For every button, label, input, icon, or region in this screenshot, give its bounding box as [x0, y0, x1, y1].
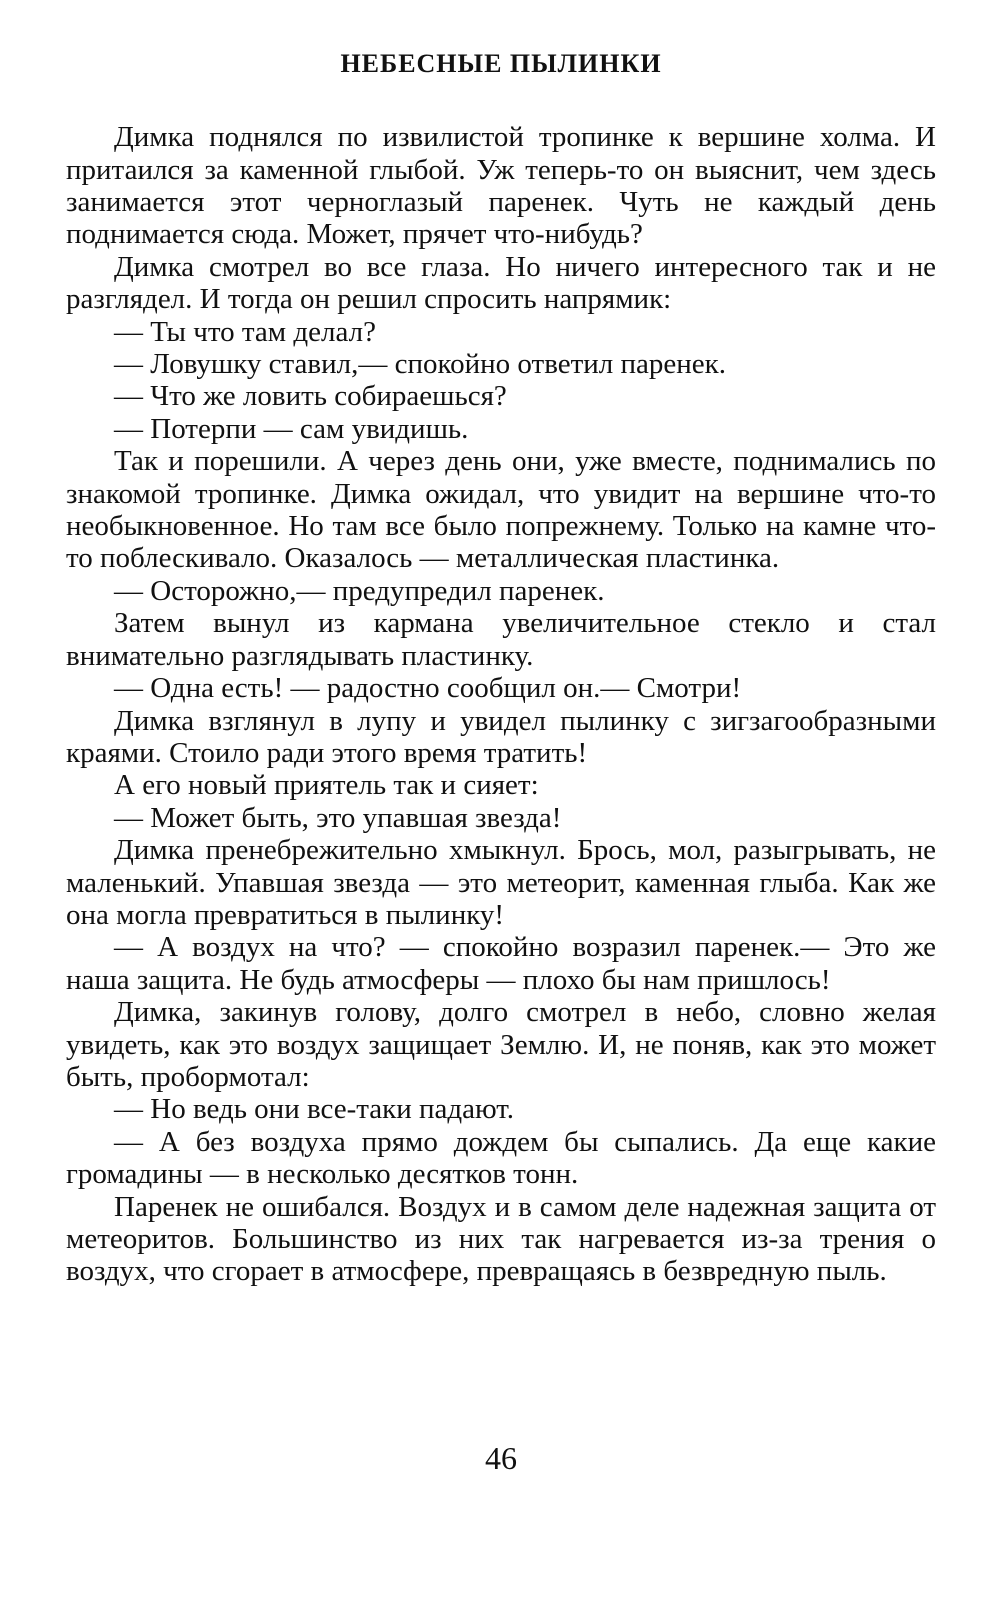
paragraph: Паренек не ошибался. Воздух и в самом деле надежная защита от метеоритов. Большинство из них так нагревается из-за трения о воздух, что сгорает в атмосфере, превращаясь в безвредную пыль.	[66, 1190, 936, 1288]
dialogue-line: — Но ведь они все-таки падают.	[114, 1093, 515, 1126]
paragraph: Димка смотрел во все глаза. Но ничего интересного так и не разглядел. И тогда он решил спросить напрямик:	[66, 250, 936, 316]
paragraph: Димка, закинув голову, долго смотрел в небо, словно желая увидеть, как это воздух защищает Землю. И, не поняв, как это может быть, пробормотал:	[66, 996, 936, 1093]
dialogue-line: — А без воздуха прямо дождем бы сыпались. Да еще какие громадины — в несколько десятков тонн.	[66, 1125, 936, 1191]
dialogue-line: — Ты что там делал?	[114, 315, 376, 348]
paragraph: Димка поднялся по извилистой тропинке к вершине холма. И притаился за каменной глыбой. Уж теперь-то он выяснит, чем здесь занимается этот черноглазый паренек. Чуть не каждый день поднимается сюда. Может, прячет что-нибудь?	[66, 121, 936, 251]
paragraph: Димка взглянул в лупу и увидел пылинку с зигзагообразными краями. Стоило ради этого время тратить!	[66, 704, 936, 769]
paragraph: А его новый приятель так и сияет:	[114, 769, 539, 802]
chapter-title: НЕБЕСНЫЕ ПЫЛИНКИ	[340, 49, 662, 78]
body-text	[66, 121, 936, 1288]
paragraph: Димка пренебрежительно хмыкнул. Брось, мол, разыгрывать, не маленький. Упавшая звезда — это метеорит, каменная глыба. Как же она могла превратиться в пылинку!	[66, 834, 936, 931]
dialogue-line: — А воздух на что? — спокойно возразил паренек.— Это же наша защита. Не будь атмосферы — плохо бы нам пришлось!	[66, 931, 936, 996]
dialogue-line: — Осторожно,— предупредил паренек.	[114, 574, 605, 607]
page-number: 46	[485, 1440, 517, 1476]
book-page	[66, 48, 936, 1548]
dialogue-line: — Ловушку ставил,— спокойно ответил паренек.	[114, 348, 727, 381]
paragraph: Так и порешили. А через день они, уже вместе, поднимались по знакомой тропинке. Димка ожидал, что увидит на вершине что-то необыкновенное. Но там все было попрежнему. Только на камне что-то поблескивало. Оказалось — металлическая пластинка.	[66, 445, 936, 575]
dialogue-line: — Что же ловить собираешься?	[114, 380, 507, 413]
paragraph: Затем вынул из кармана увеличительное стекло и стал внимательно разглядывать пластинку.	[66, 607, 936, 672]
dialogue-line: — Одна есть! — радостно сообщил он.— Смотри!	[114, 672, 742, 705]
dialogue-line: — Потерпи — сам увидишь.	[114, 412, 469, 445]
dialogue-line: — Может быть, это упавшая звезда!	[114, 801, 562, 834]
